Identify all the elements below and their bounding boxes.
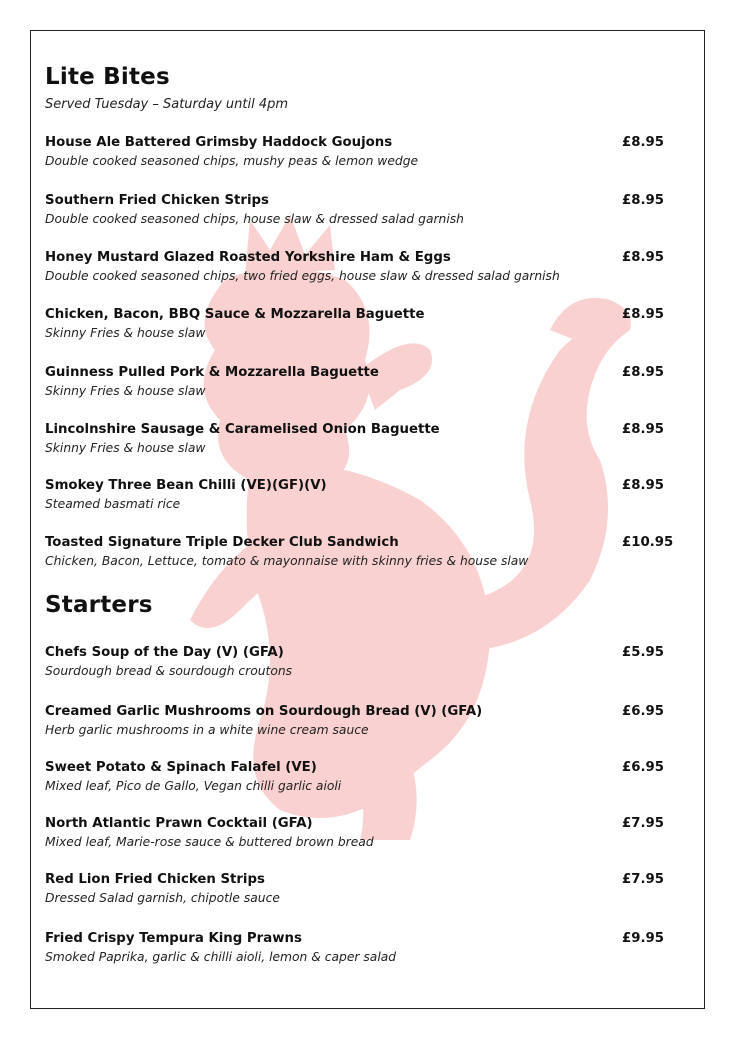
item-name: Honey Mustard Glazed Roasted Yorkshire Ham & Eggs [45,250,451,265]
menu-item [45,759,685,795]
item-name: House Ale Battered Grimsby Haddock Goujons [45,135,393,150]
item-price: £9.95 [622,931,665,946]
item-description: Double cooked seasoned chips, mushy peas & lemon wedge [45,154,419,168]
item-name: Chicken, Bacon, BBQ Sauce & Mozzarella Baguette [45,307,425,322]
item-price: £8.95 [622,365,665,380]
red-lion-watermark [130,200,650,850]
lite-bites-subtitle: Served Tuesday – Saturday until 4pm [45,97,289,112]
item-description: Dressed Salad garnish, chipotle sauce [45,891,280,905]
menu-item [45,477,685,513]
menu-item [45,871,685,907]
item-price: £6.95 [622,704,665,719]
item-description: Sourdough bread & sourdough croutons [45,664,293,678]
item-description: Skinny Fries & house slaw [45,441,206,455]
item-description: Double cooked seasoned chips, two fried eggs, house slaw & dressed salad garnish [45,269,560,283]
menu-item [45,249,685,285]
item-description: Mixed leaf, Pico de Gallo, Vegan chilli garlic aioli [45,779,342,793]
item-description: Herb garlic mushrooms in a white wine cream sauce [45,723,369,737]
item-name: North Atlantic Prawn Cocktail (GFA) [45,816,313,831]
item-description: Mixed leaf, Marie-rose sauce & buttered brown bread [45,835,374,849]
item-name: Guinness Pulled Pork & Mozzarella Baguette [45,365,379,380]
item-description: Skinny Fries & house slaw [45,384,206,398]
item-price: £8.95 [622,135,665,150]
section-title-starters: Starters [45,592,153,618]
menu-item [45,930,685,966]
section-title-lite-bites: Lite Bites [45,64,170,90]
menu-item [45,703,685,739]
item-name: Lincolnshire Sausage & Caramelised Onion Baguette [45,422,440,437]
item-description: Skinny Fries & house slaw [45,326,206,340]
item-name: Southern Fried Chicken Strips [45,193,269,208]
item-description: Smoked Paprika, garlic & chilli aioli, lemon & caper salad [45,950,397,964]
item-price: £8.95 [622,478,665,493]
menu-item [45,306,685,342]
menu-item [45,364,685,400]
item-name: Sweet Potato & Spinach Falafel (VE) [45,760,317,775]
item-price: £10.95 [622,535,674,550]
menu-item [45,815,685,851]
item-price: £8.95 [622,250,665,265]
item-price: £7.95 [622,872,665,887]
item-description: Double cooked seasoned chips, house slaw & dressed salad garnish [45,212,464,226]
menu-item [45,534,685,570]
item-price: £6.95 [622,760,665,775]
menu-item [45,192,685,228]
menu-item [45,644,685,680]
item-price: £8.95 [622,422,665,437]
item-price: £7.95 [622,816,665,831]
item-price: £8.95 [622,307,665,322]
item-price: £5.95 [622,645,665,660]
menu-item [45,421,685,457]
item-name: Creamed Garlic Mushrooms on Sourdough Bread (V) (GFA) [45,704,483,719]
item-price: £8.95 [622,193,665,208]
item-name: Red Lion Fried Chicken Strips [45,872,265,887]
item-name: Smokey Three Bean Chilli (VE)(GF)(V) [45,478,327,493]
item-name: Fried Crispy Tempura King Prawns [45,931,302,946]
item-name: Chefs Soup of the Day (V) (GFA) [45,645,284,660]
menu-item [45,134,685,170]
item-name: Toasted Signature Triple Decker Club Sandwich [45,535,399,550]
item-description: Chicken, Bacon, Lettuce, tomato & mayonnaise with skinny fries & house slaw [45,554,529,568]
item-description: Steamed basmati rice [45,497,181,511]
